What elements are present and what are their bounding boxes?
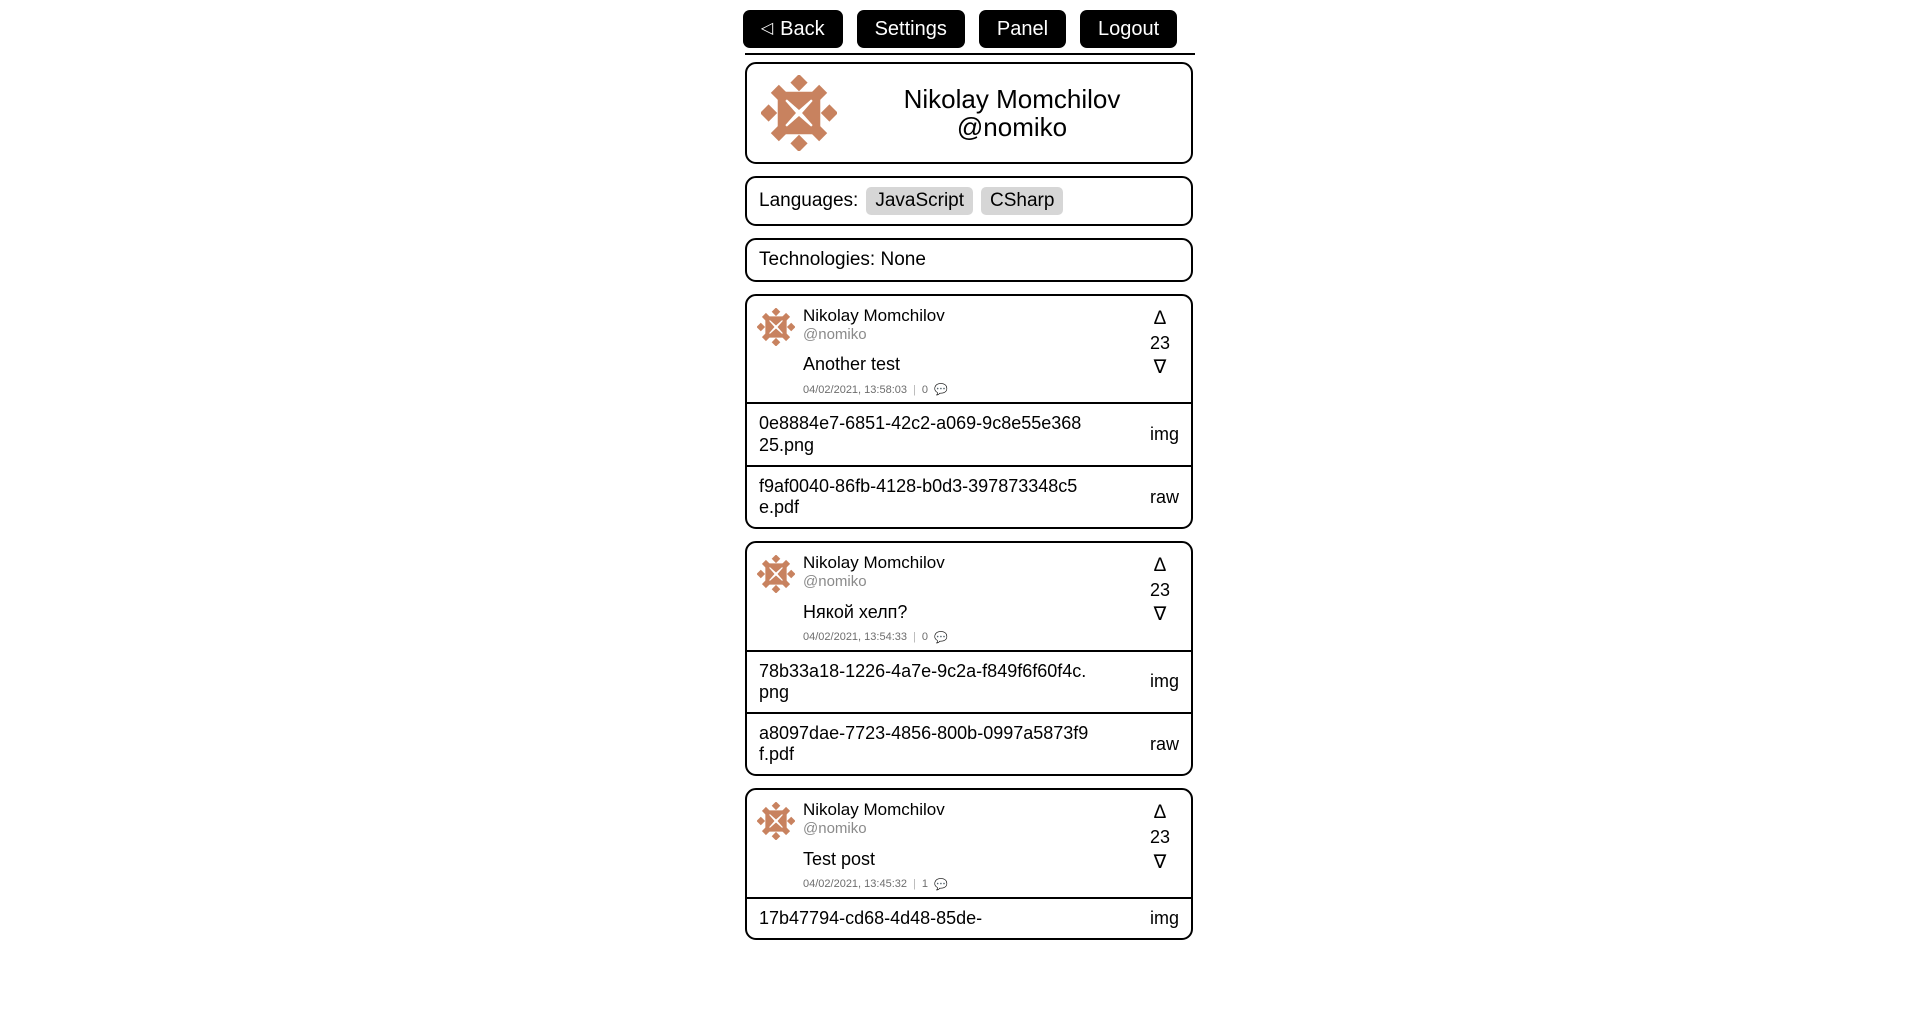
post-text: Another test [803,354,901,375]
attachment-kind[interactable]: img [1149,424,1179,445]
meta-separator: | [912,631,916,644]
post-comment-count: 1 [921,878,928,891]
attachment-name: 0e8884e7-6851-42c2-a069-9c8e55e36825.png [759,413,1082,455]
languages-card [745,176,1193,226]
main-column [745,62,1193,952]
back-button-label: Back [780,18,825,40]
vote-column [1139,800,1181,890]
meta-separator: | [912,383,916,396]
post-text: Test post [803,848,876,869]
attachment-kind[interactable]: img [1149,671,1179,692]
post-main [747,543,1191,649]
vote-count: 23 [1149,580,1171,601]
profile-handle: @nomiko [956,112,1068,142]
profile-name: Nikolay Momchilov [903,83,1121,114]
avatar-flower-icon [757,308,795,346]
post-body [803,306,1139,396]
technologies-card [745,238,1193,282]
settings-button[interactable]: Settings [857,10,965,48]
top-navbar [0,0,1920,48]
comment-icon: 💬 [933,384,948,397]
attachment-kind[interactable]: img [1149,907,1179,928]
panel-button[interactable]: Panel [979,10,1066,48]
post-meta [803,383,1139,396]
vote-column [1139,306,1181,396]
downvote-icon[interactable]: ∇ [1153,604,1167,626]
attachment-name: 78b33a18-1226-4a7e-9c2a-f849f6f60f4c.png [759,660,1087,702]
post-handle: @nomiko [803,572,867,590]
attachment-row[interactable] [747,650,1191,712]
upvote-icon[interactable]: Δ [1153,802,1167,824]
post-author: Nikolay Momchilov [803,800,945,820]
post-meta [803,878,1139,891]
post-timestamp: 04/02/2021, 13:54:33 [803,631,907,644]
attachment-row[interactable] [747,897,1191,938]
post-card[interactable] [745,541,1193,776]
downvote-icon[interactable]: ∇ [1153,357,1167,379]
attachment-row[interactable] [747,712,1191,774]
post-comment-count: 0 [921,631,928,644]
avatar-flower-icon [761,75,837,151]
post-meta [803,631,1139,644]
attachment-name: a8097dae-7723-4856-800b-0997a5873f9f.pdf [759,723,1089,765]
languages-label: Languages: [759,190,859,211]
vote-count: 23 [1149,827,1171,848]
technologies-label: Technologies: None [759,249,926,270]
language-tag-csharp[interactable]: CSharp [981,187,1063,215]
vote-count: 23 [1149,332,1171,353]
avatar-flower-icon [757,802,795,840]
post-main [747,296,1191,402]
comment-icon: 💬 [933,878,948,891]
post-comment-count: 0 [921,383,928,396]
post-main [747,790,1191,896]
language-tag-javascript[interactable]: JavaScript [866,187,973,215]
triangle-left-icon: ◁ [760,20,774,37]
post-card[interactable] [745,294,1193,529]
vote-column [1139,553,1181,643]
post-author: Nikolay Momchilov [803,306,945,325]
attachment-kind[interactable]: raw [1149,733,1179,754]
post-body [803,553,1139,643]
post-timestamp: 04/02/2021, 13:45:32 [803,878,907,891]
profile-card [745,62,1193,164]
post-handle: @nomiko [803,325,867,343]
post-author: Nikolay Momchilov [803,553,945,573]
upvote-icon[interactable]: Δ [1153,555,1167,577]
post-timestamp: 04/02/2021, 13:58:03 [803,383,907,396]
navbar-divider [745,53,1195,55]
upvote-icon[interactable]: Δ [1153,308,1167,329]
attachment-kind[interactable]: raw [1149,486,1179,507]
attachment-row[interactable] [747,465,1191,527]
post-card[interactable] [745,788,1193,940]
post-handle: @nomiko [803,820,867,838]
logout-button[interactable]: Logout [1080,10,1177,48]
attachment-row[interactable] [747,402,1191,464]
meta-separator: | [912,878,916,891]
post-body [803,800,1139,890]
comment-icon: 💬 [933,631,948,644]
post-text: Някой хелп? [803,601,908,622]
downvote-icon[interactable]: ∇ [1153,851,1167,873]
back-button[interactable] [743,10,843,48]
attachment-name: f9af0040-86fb-4128-b0d3-397873348c5e.pdf [759,475,1078,517]
profile-names [847,85,1177,141]
avatar-flower-icon [757,555,795,593]
attachment-name: 17b47794-cd68-4d48-85de- [759,907,983,928]
